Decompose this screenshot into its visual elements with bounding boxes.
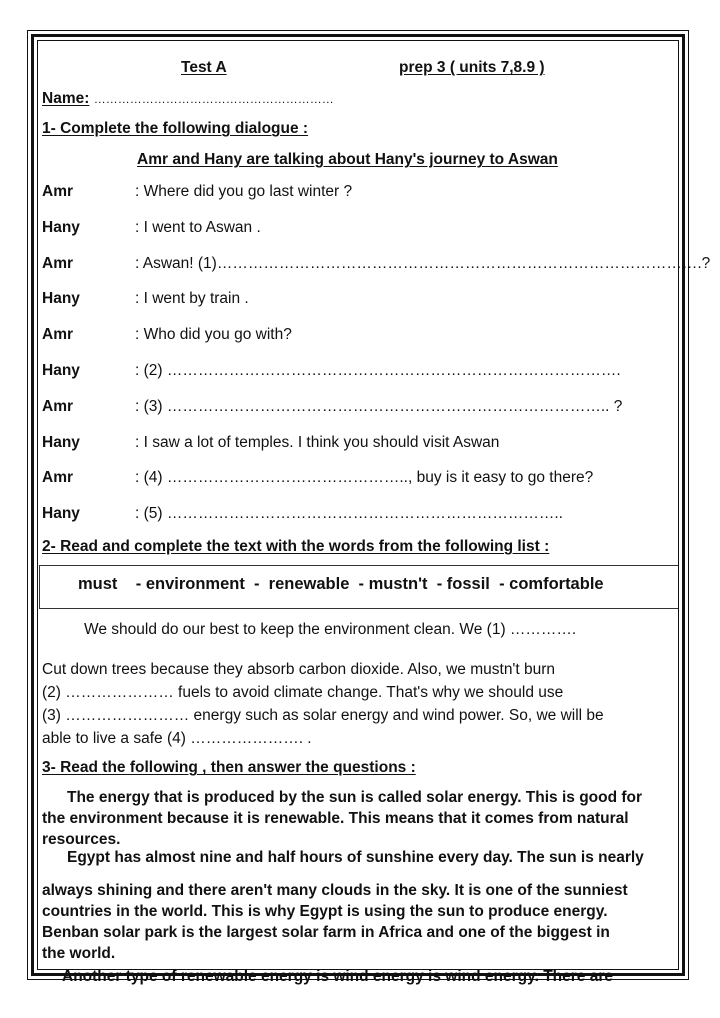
reading-line: countries in the world. This is why Egypt is using the sun to produce energy. — [42, 903, 608, 920]
speaker: Hany — [42, 433, 80, 451]
dialogue-row — [42, 357, 678, 393]
cloze-line: Cut down trees because they absorb carbon dioxide. Also, we mustn't burn — [42, 661, 556, 678]
section-1-title: 1- Complete the following dialogue : — [42, 120, 309, 137]
worksheet-content — [42, 41, 711, 985]
dialogue-row — [42, 321, 678, 357]
page-border-inner — [37, 40, 711, 985]
reading-line: Benban solar park is the largest solar farm in Africa and one of the biggest in — [42, 924, 610, 941]
speaker: Amr — [42, 183, 74, 200]
reading-paragraph-2-first-line: Egypt has almost nine and half hours of sunshine every day. The sun is nearly — [67, 849, 644, 866]
reading-line: always shining and there aren't many clouds in the sky. It is one of the sunniest — [42, 882, 628, 899]
dialogue-line: : I went to Aswan . — [135, 218, 261, 236]
dialogue-row — [42, 393, 678, 429]
dialogue-row — [42, 464, 678, 500]
dialogue-blank-line[interactable]: : (5) ………………………………………………………………….. — [135, 505, 563, 523]
dialogue-row — [42, 178, 678, 214]
name-blank[interactable]: …………………………………………………… — [93, 92, 334, 106]
speaker: Hany — [42, 505, 80, 523]
reading-line: the environment because it is renewable. This means that it comes from natural — [42, 810, 629, 827]
speaker: Hany — [42, 218, 80, 236]
dialogue-row — [42, 429, 678, 465]
name-field[interactable] — [42, 90, 334, 108]
worksheet-header — [42, 59, 678, 79]
dialogue — [42, 178, 711, 536]
speaker: Hany — [42, 361, 80, 379]
reading-paragraph-3 — [42, 966, 678, 987]
name-label: Name: — [42, 90, 90, 107]
dialogue-line: : Who did you go with? — [135, 326, 292, 344]
section-2-title: 2- Read and complete the text with the words from the following list : — [42, 538, 550, 555]
speaker: Amr — [42, 397, 74, 415]
word-list: must - environment - renewable - mustn't - fossil - comfortable — [78, 575, 604, 593]
test-title: Test A — [181, 59, 227, 76]
speaker: Amr — [42, 326, 74, 344]
speaker: Amr — [42, 469, 74, 487]
dialogue-row — [42, 285, 678, 321]
reading-paragraph-1 — [42, 787, 678, 850]
speaker: Amr — [42, 254, 74, 272]
dialogue-blank-line[interactable]: : (4) ……………………………………….., buy is it easy to go there? — [135, 469, 594, 487]
dialogue-blank-line[interactable]: : Aswan! (1)………………………………………………………………………………….? — [135, 254, 711, 272]
reading-line: The energy that is produced by the sun is called solar energy. This is good for — [67, 789, 643, 806]
section-3-title: 3- Read the following , then answer the questions : — [42, 759, 416, 776]
dialogue-line: : I went by train . — [135, 290, 249, 308]
cloze-line: able to live a safe (4) …………………. . — [42, 730, 312, 747]
dialogue-blank-line[interactable]: : (2) ……………………………………………………………………………. — [135, 361, 621, 379]
reading-line: Another type of renewable energy is wind energy is wind energy. There are — [62, 968, 613, 985]
reading-line: resources. — [42, 831, 121, 848]
dialogue-subtitle: Amr and Hany are talking about Hany's journey to Aswan — [137, 151, 558, 168]
dialogue-row — [42, 214, 678, 250]
dialogue-row — [42, 250, 711, 286]
level-units: prep 3 ( units 7,8.9 ) — [399, 59, 545, 76]
speaker: Hany — [42, 290, 80, 308]
reading-line: the world. — [42, 945, 116, 962]
dialogue-line: : I saw a lot of temples. I think you should visit Aswan — [135, 433, 500, 451]
cloze-first-line: We should do our best to keep the environment clean. We (1) …………. — [84, 621, 577, 638]
cloze-line: (2) ………………… fuels to avoid climate change. That's why we should use — [42, 684, 564, 701]
word-list-box — [39, 565, 678, 609]
dialogue-row — [42, 500, 678, 536]
page-border-middle — [31, 34, 711, 985]
reading-paragraph-2 — [42, 880, 678, 964]
cloze-paragraph — [42, 658, 672, 750]
dialogue-line: : Where did you go last winter ? — [135, 183, 353, 200]
dialogue-blank-line[interactable]: : (3) ………………………………………………………………………….. ? — [135, 397, 623, 415]
cloze-line: (3) …………………… energy such as solar energy and wind power. So, we will be — [42, 707, 604, 724]
page-border-outer — [27, 30, 711, 985]
